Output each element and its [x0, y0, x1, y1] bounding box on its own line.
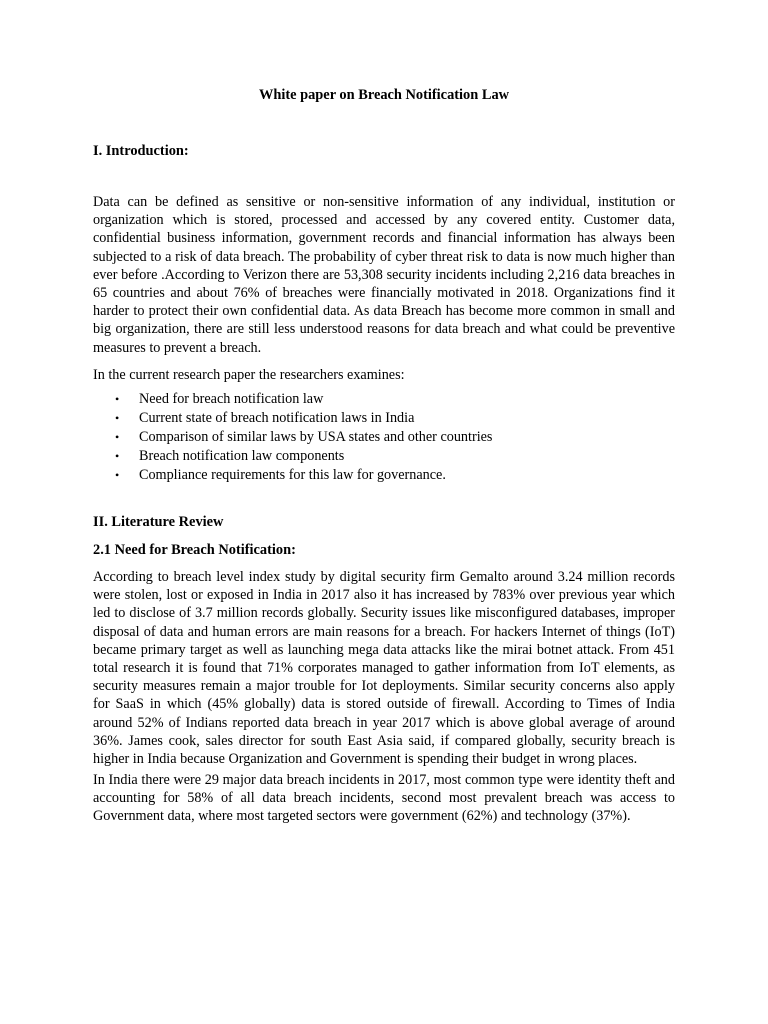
bullet-icon: •	[115, 448, 120, 463]
research-examines-paragraph: In the current research paper the researchers examines:	[93, 367, 405, 383]
list-item: • Breach notification law components	[115, 447, 345, 464]
list-item: • Compliance requirements for this law for governance.	[115, 466, 446, 483]
section-heading-literature-review: II. Literature Review	[93, 514, 224, 530]
introduction-paragraph: Data can be defined as sensitive or non-sensitive information of any individual, institution or organization which is stored, processed and accessed by any covered entity. Customer data, confidential business information, government records and financial information has always been subjected to a risk of data breach. The probability of cyber threat risk to data is now much higher than ever before .According to Verizon there are 53,308 security incidents including 2,216 data breaches in 65 countries and about 76% of breaches were financially motivated in 2018. Organizations find it harder to protect their own confidential data. As data Breach has become more common in small and big organization, there are still less understood reasons for data breach and what could be preventive measures to prevent a breach.	[93, 194, 675, 356]
examined-topics-list	[93, 390, 675, 485]
bullet-icon: •	[115, 429, 120, 444]
bullet-icon: •	[115, 467, 120, 482]
document-title: White paper on Breach Notification Law	[258, 87, 510, 103]
bullet-icon: •	[115, 392, 120, 406]
list-item: • Need for breach notification law	[115, 391, 324, 407]
bullet-icon: •	[115, 410, 120, 425]
gemalto-study-paragraph: According to breach level index study by digital security firm Gemalto around 3.24 million records were stolen, lost or exposed in India in 2017 also it has increased by 783% over previous year which led to disclose of 3.7 million records globally. Security issues like misconfigured databases, improper disposal of data and human errors are main reasons for a breach. For hackers Internet of things (IoT) became primary target as well as launching mega data attacks like the mirai botnet attack. From 451 total research it is found that 71% corporates managed to gather information from IoT elements, as security measures remain a major trouble for Iot deployments. Similar security concerns also apply for SaaS in which (45% globally) data is stored outside of firewall. According to Times of India around 52% of Indians reported data breach in year 2017 which is above global average of around 36%. James cook, sales director for south East Asia said, if compared globally, security breach is higher in India because Organization and Government is spending their budget in wrong places.	[93, 569, 675, 768]
subsection-heading-need-for-breach-notification: 2.1 Need for Breach Notification:	[93, 542, 296, 558]
india-incidents-paragraph: In India there were 29 major data breach incidents in 2017, most common type were identity theft and accounting for 58% of all data breach incidents, second most prevalent breach was access to Government data, where most targeted sectors were government (62%) and technology (37%).	[93, 772, 675, 825]
list-item: • Comparison of similar laws by USA states and other countries	[115, 428, 493, 445]
list-item: • Current state of breach notification laws in India	[115, 409, 415, 426]
section-heading-introduction: I. Introduction:	[93, 143, 189, 159]
